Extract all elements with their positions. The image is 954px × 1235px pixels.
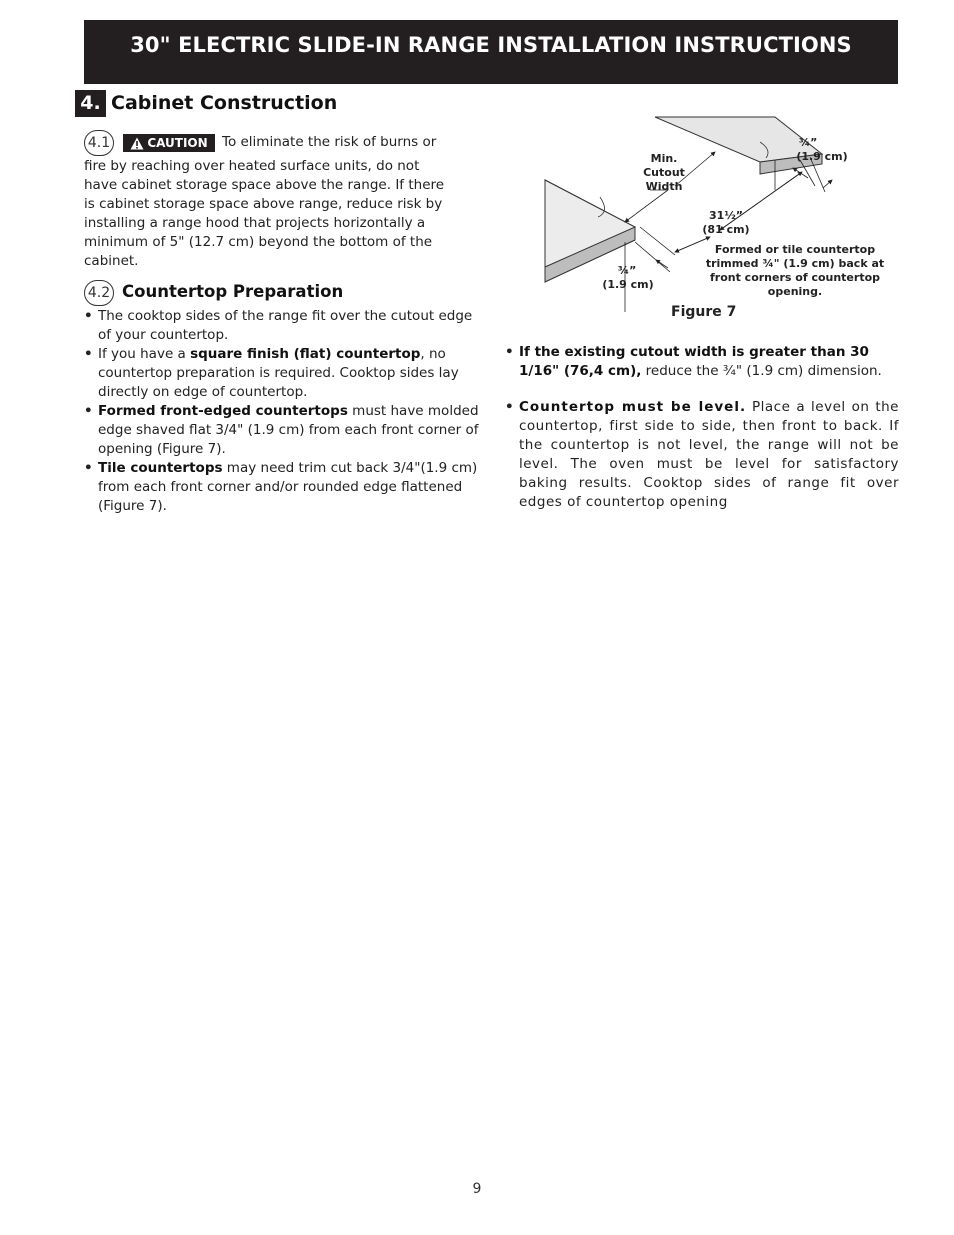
caution-text-first-line: To eliminate the risk of burns or	[222, 134, 437, 150]
figure-caption: Figure 7	[671, 304, 737, 320]
warning-triangle-icon	[130, 137, 144, 150]
width-dimension-label: 31½”	[709, 209, 743, 222]
page-header	[84, 20, 898, 84]
list-item: • If you have a square finish (flat) countertop, no countertop preparation is required. Cooktop sides lay directly on edge of countertop.	[84, 345, 480, 402]
top-dimension-cm-label: (1.9 cm)	[796, 150, 848, 163]
min-cutout-width-label: Min. Cutout Width	[643, 152, 685, 193]
top-dimension-label: ¾”	[798, 136, 818, 149]
section-number: 4.	[75, 90, 106, 117]
cutout-notes-list	[505, 343, 899, 512]
section-title: Cabinet Construction	[111, 92, 338, 114]
caution-label: CAUTION	[147, 136, 208, 150]
header-title: 30" ELECTRIC SLIDE-IN RANGE INSTALLATION INSTRUCTIONS	[130, 33, 852, 57]
width-dimension-cm-label: (81 cm)	[702, 223, 750, 236]
countertop-preparation-list	[84, 307, 480, 516]
trim-note-label: Formed or tile countertop trimmed ¾" (1.9 cm) back at front corners of countertop opening.	[705, 243, 885, 298]
list-item: • Formed front-edged countertops must have molded edge shaved flat 3/4" (1.9 cm) from each front corner of opening (Figure 7).	[84, 402, 480, 459]
list-item: • Tile countertops may need trim cut back 3/4"(1.9 cm) from each front corner and/or rounded edge flattened (Figure 7).	[84, 459, 480, 516]
caution-badge	[123, 134, 215, 152]
step-4-2-number: 4.2	[84, 280, 114, 306]
list-item: • If the existing cutout width is greater than 30 1/16" (76,4 cm), reduce the ¾" (1.9 cm) dimension.	[505, 343, 899, 381]
caution-text: fire by reaching over heated surface units, do not have cabinet storage space above the range. If there is cabinet storage space above range, reduce risk by installing a range hood that projects horizontally a minimum of 5" (12.7 cm) beyond the bottom of the cabinet.	[84, 158, 445, 269]
page-number: 9	[472, 1181, 482, 1197]
front-dimension-cm-label: (1.9 cm)	[602, 278, 654, 291]
front-dimension-label: ¾”	[617, 264, 637, 277]
countertop-preparation-title: Countertop Preparation	[122, 282, 344, 301]
list-item: • Countertop must be level. Place a level on the countertop, first side to side, then front to back. If the countertop is not level, the range will not be level. The oven must be level for satisfactory baking results. Cooktop sides of range fit over edges of countertop opening	[505, 398, 899, 512]
list-item: • The cooktop sides of the range fit over the cutout edge of your countertop.	[84, 307, 480, 345]
step-4-1-number: 4.1	[84, 130, 114, 156]
countertop-figure	[540, 112, 900, 327]
